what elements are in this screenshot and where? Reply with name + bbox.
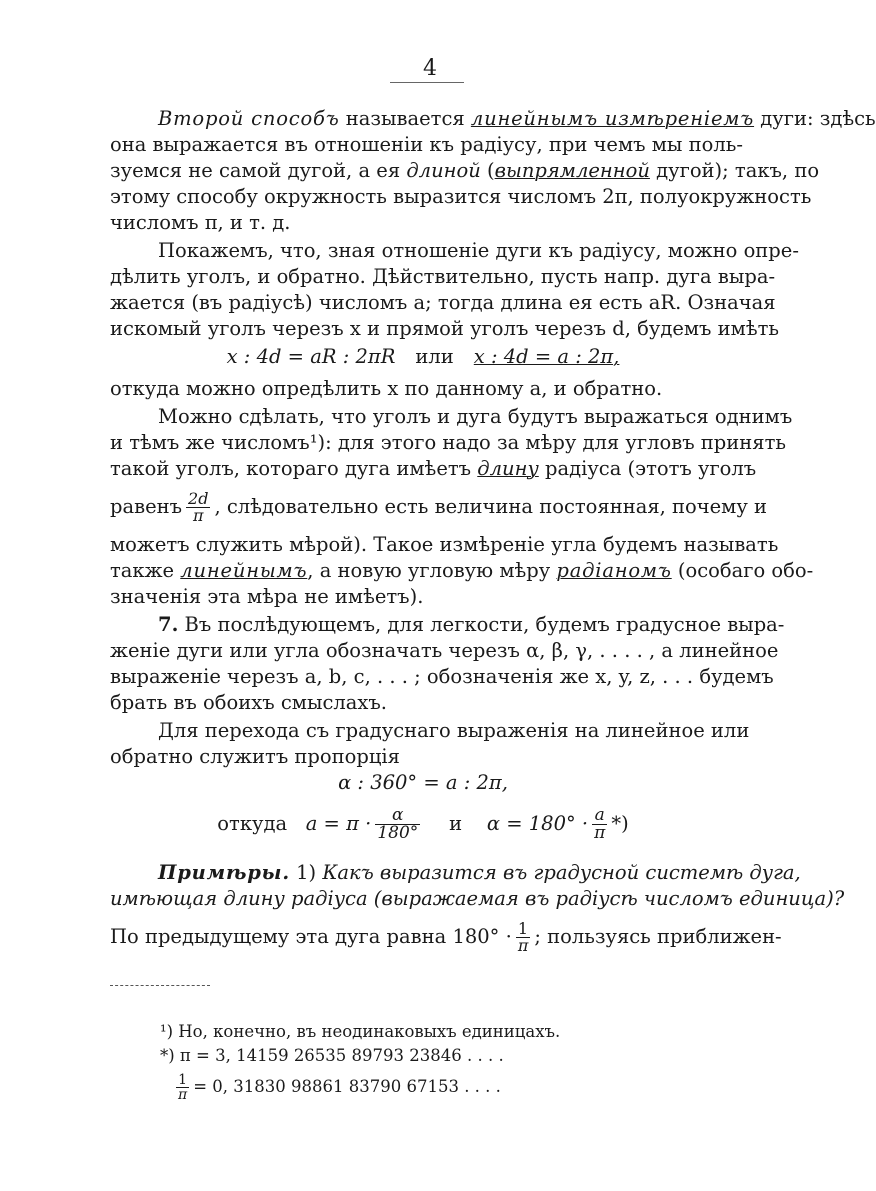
examples-line-2: имѣющая длину радіуса (выражаемая въ радіусѣ числомъ единица)? [110, 887, 845, 910]
para5-line-1: Для перехода съ градуснаго выраженія на линейное или [158, 719, 750, 742]
formula-left: x : 4d = aR : 2πR [226, 345, 396, 368]
para3-line-3: такой уголъ, котораго дуга имѣетъ длину радіуса (этотъ уголъ [110, 457, 757, 480]
section-number: 7. [158, 613, 179, 636]
fraction-a-over-pi: $\frac{a}{\pi}$ [594, 805, 606, 843]
formula-right: x : 4d = a : 2π, [473, 345, 620, 368]
formula-proportion: x : 4d = aR : 2πR или x : 4d = a : 2π, [226, 345, 620, 368]
term-radian: радіаномъ [556, 559, 672, 582]
term-length: длиной [406, 159, 481, 182]
para5-line-2: обратно служитъ пропорція [110, 745, 400, 768]
term-linear-measure: линейнымъ измѣреніемъ [470, 107, 755, 130]
fraction-1-over-pi-footnote: $\frac{1}{\pi}$ [178, 1072, 188, 1103]
para4-line-2: женіе дуги или угла обозначать черезъ α, β, γ, . . . . , а линейное [110, 639, 779, 662]
page-number: 4 [423, 56, 437, 81]
term-second-method: Второй способъ [158, 107, 340, 130]
footnote-rule [110, 985, 210, 986]
formula-conversion: откуда a = π · $\frac{\alpha}{180^\circ}$ и α = 180° · $\frac{a}{\pi}$ *) [217, 805, 629, 843]
para4-line-3: выраженіе черезъ a, b, c, . . . ; обозначенія же x, y, z, . . . будемъ [110, 665, 774, 688]
para3-line-5: можетъ служить мѣрой). Такое измѣреніе угла будемъ называть [110, 533, 779, 556]
para4-line-1: 7. Въ послѣдующемъ, для легкости, будемъ градусное выра- [158, 613, 785, 636]
fraction-1-over-pi: $\frac{1}{\pi}$ [517, 919, 529, 955]
para1-line-4: этому способу окружность выразится числомъ 2π, полуокружность [110, 185, 812, 208]
para2-line-2: дѣлить уголъ, и обратно. Дѣйствительно, пусть напр. дуга выра- [110, 265, 776, 288]
footnote-3: $\frac{1}{\pi}$ = 0, 31830 98861 83790 67153 . . . . [178, 1072, 501, 1103]
fraction-alpha-over-180: $\frac{\alpha}{180^\circ}$ [377, 805, 419, 843]
para2-line-1: Покажемъ, что, зная отношеніе дуги къ радіусу, можно опре- [158, 239, 799, 262]
para1-line-3: зуемся не самой дугой, а ея длиной (выпрямленной дугой); такъ, по [110, 159, 820, 182]
para3-line-1: Можно сдѣлать, что уголъ и дуга будутъ выражаться однимъ [158, 405, 793, 428]
examples-line-3: По предыдущему эта дуга равна 180° · $\frac{1}{\pi}$ ; пользуясь приближен- [110, 919, 782, 955]
para2-line-5: откуда можно опредѣлить x по данному a, и обратно. [110, 377, 663, 400]
formula-degree-proportion: α : 360° = a : 2π, [338, 771, 508, 794]
para1-line-5: числомъ π, и т. д. [110, 211, 291, 234]
examples-label: Примѣры. [158, 861, 290, 884]
para4-line-4: брать въ обоихъ смыслахъ. [110, 691, 387, 714]
para3-line-2: и тѣмъ же числомъ¹): для этого надо за мѣру для угловъ принять [110, 431, 786, 454]
para1-line-1: Второй способъ называется линейнымъ измѣреніемъ дуги: здѣсь [158, 107, 876, 130]
term-length-2: длину [477, 457, 539, 480]
para3-line-7: значенія эта мѣра не имѣетъ). [110, 585, 424, 608]
fraction-2d-over-pi: $\frac{2d}{\pi}$ [188, 489, 209, 525]
para3-line-4: равенъ $\frac{2d}{\pi}$ , слѣдовательно есть величина постоянная, почему и [110, 489, 768, 525]
para2-line-3: жается (въ радіусѣ) числомъ a; тогда длина ея есть aR. Означая [110, 291, 776, 314]
para2-line-4: искомый уголъ черезъ x и прямой уголъ черезъ d, будемъ имѣть [110, 317, 779, 340]
footnote-1: ¹) Но, конечно, въ неодинаковыхъ единицахъ. [160, 1022, 561, 1041]
footnote-2: *) π = 3, 14159 26535 89793 23846 . . . . [160, 1046, 504, 1065]
term-straightened: выпрямленной [494, 159, 650, 182]
para3-line-6: также линейнымъ, а новую угловую мѣру радіаномъ (особаго обо- [110, 559, 814, 582]
page-number-rule [390, 82, 464, 83]
examples-line-1: Примѣры. 1) Какъ выразится въ градусной системѣ дуга, [158, 861, 801, 884]
para1-line-2: она выражается въ отношеніи къ радіусу, при чемъ мы поль- [110, 133, 743, 156]
term-linear: линейнымъ [180, 559, 308, 582]
